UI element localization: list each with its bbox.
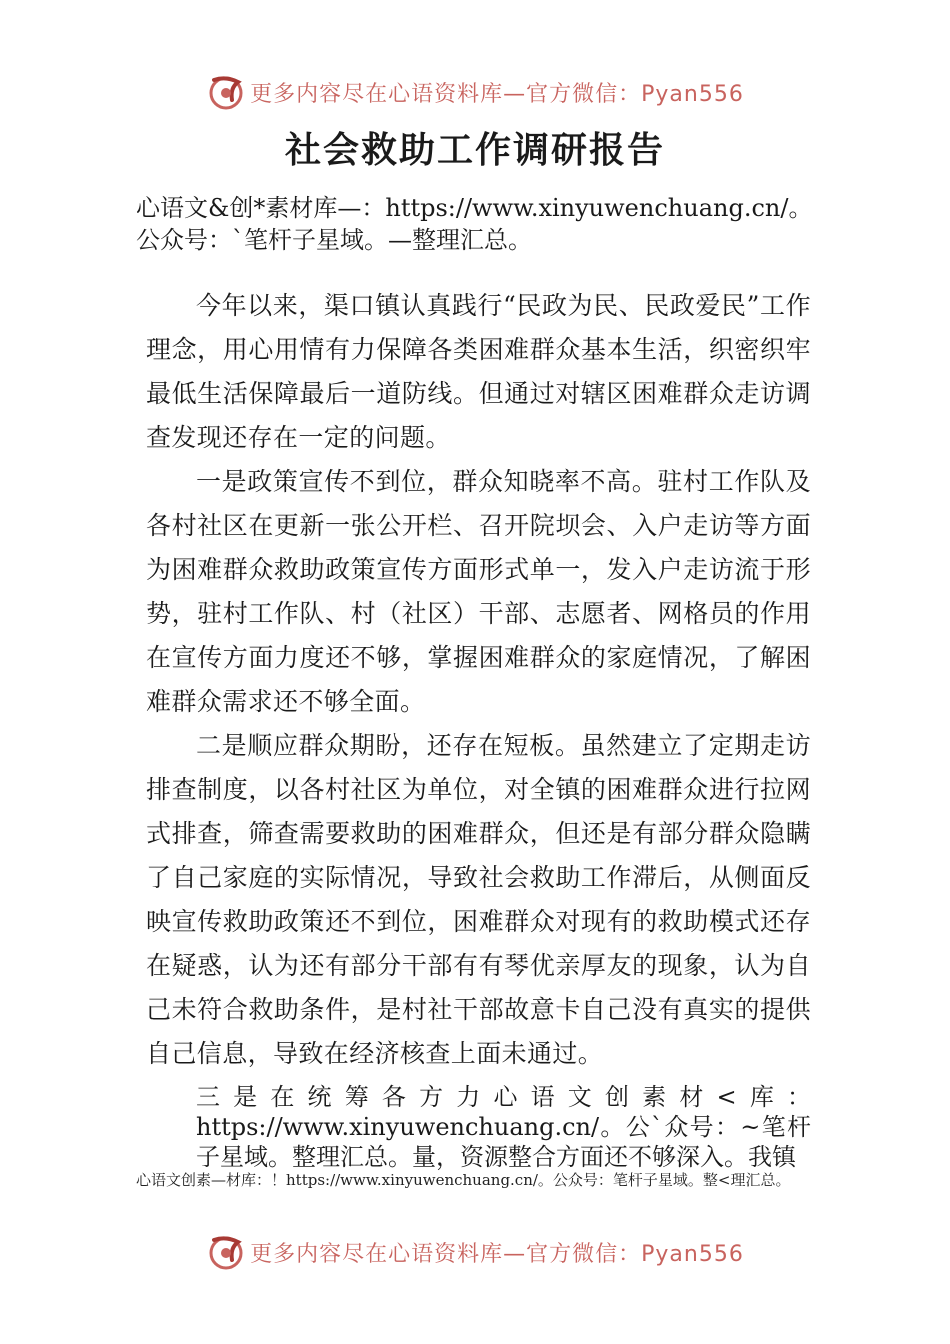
banner-text: 更多内容尽在心语资料库—官方微信：Pyan556 [250, 1241, 744, 1267]
paragraph-last: 三是在统筹各方力心语文创素材<库：https://www.xinyuwenchuang.cn/。公`众号：~笔杆子星域。整理汇总。量，资源整合方面还不够深入。我镇 [196, 1083, 811, 1171]
footnote: 心语文创素—材库：！https://www.xinyuwenchuang.cn/。公众号：笔杆子星域。整<理汇总。 [136, 1171, 791, 1189]
banner-text: 更多内容尽在心语资料库—官方微信：Pyan556 [250, 81, 744, 107]
paragraph: 二是顺应群众期盼，还存在短板。虽然建立了定期走访排查制度，以各村社区为单位，对全镇的困难群众进行拉网式排查，筛查需要救助的困难群众，但还是有部分群众隐瞒了自己家庭的实际情况，导致社会救助工作滞后，从侧面反映宣传救助政策还不到位，困难群众对现有的救助模式还存在疑惑，认为还有部分干部有有琴优亲厚友的现象，认为自己未符合救助条件，是村社干部故意卡自己没有真实的提供自己信息，导致在经济核查上面未通过。 [146, 731, 811, 1068]
paragraph: 一是政策宣传不到位，群众知晓率不高。驻村工作队及各村社区在更新一张公开栏、召开院坝会、入户走访等方面为困难群众救助政策宣传方面形式单一，发入户走访流于形势，驻村工作队、村（社区）干部、志愿者、网格员的作用在宣传方面力度还不够，掌握困难群众的家庭情况，了解困难群众需求还不够全面。 [146, 467, 811, 716]
logo-icon [206, 1232, 246, 1272]
footer-banner [0, 1230, 950, 1274]
source-line: 心语文&创*素材库—：https://www.xinyuwenchuang.cn/。公众号：`笔杆子星域。—整理汇总。 [136, 194, 813, 254]
logo-icon [206, 72, 246, 112]
document-body [146, 284, 811, 1076]
paragraph: 今年以来，渠口镇认真践行“民政为民、民政爱民”工作理念，用心用情有力保障各类困难群众基本生活，织密织牢最低生活保障最后一道防线。但通过对辖区困难群众走访调查发现还存在一定的问题。 [146, 291, 811, 452]
page-title: 社会救助工作调研报告 [284, 129, 665, 171]
header-banner [0, 70, 950, 114]
